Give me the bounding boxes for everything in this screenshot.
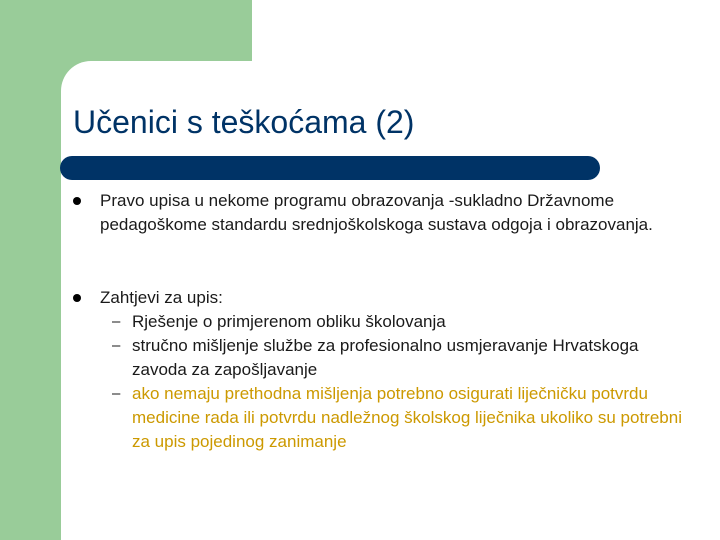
left-decoration-bar xyxy=(0,0,61,540)
bullet-dot xyxy=(73,294,81,302)
sub-bullet-text: stručno mišljenje službe za profesionalno usmjeravanje Hrvatskoga zavoda za zapošljavanje xyxy=(132,336,639,379)
sub-bullet-dash: – xyxy=(112,385,121,402)
bullet-dot xyxy=(73,197,81,205)
bullet-text: Pravo upisa u nekome programu obrazovanja -sukladno Državnome pedagoškome standardu srednjoškolskoga sustava odgoja i obrazovanja. xyxy=(100,191,653,234)
bullet-text: Zahtjevi za upis: xyxy=(100,288,223,307)
title-underline-bar xyxy=(60,156,600,180)
sub-bullet-dash: – xyxy=(112,337,121,354)
sub-bullet-text: Rješenje o primjerenom obliku školovanja xyxy=(132,312,446,331)
sub-bullet-text-highlighted: ako nemaju prethodna mišljenja potrebno osigurati liječničku potvrdu medicine rada ili potvrdu nadležnog školskog liječnika ukoliko su potrebni za upis pojedinog zanimanje xyxy=(132,384,682,451)
sub-bullet-dash: – xyxy=(112,313,121,330)
slide-title: Učenici s teškoćama (2) xyxy=(73,104,415,140)
